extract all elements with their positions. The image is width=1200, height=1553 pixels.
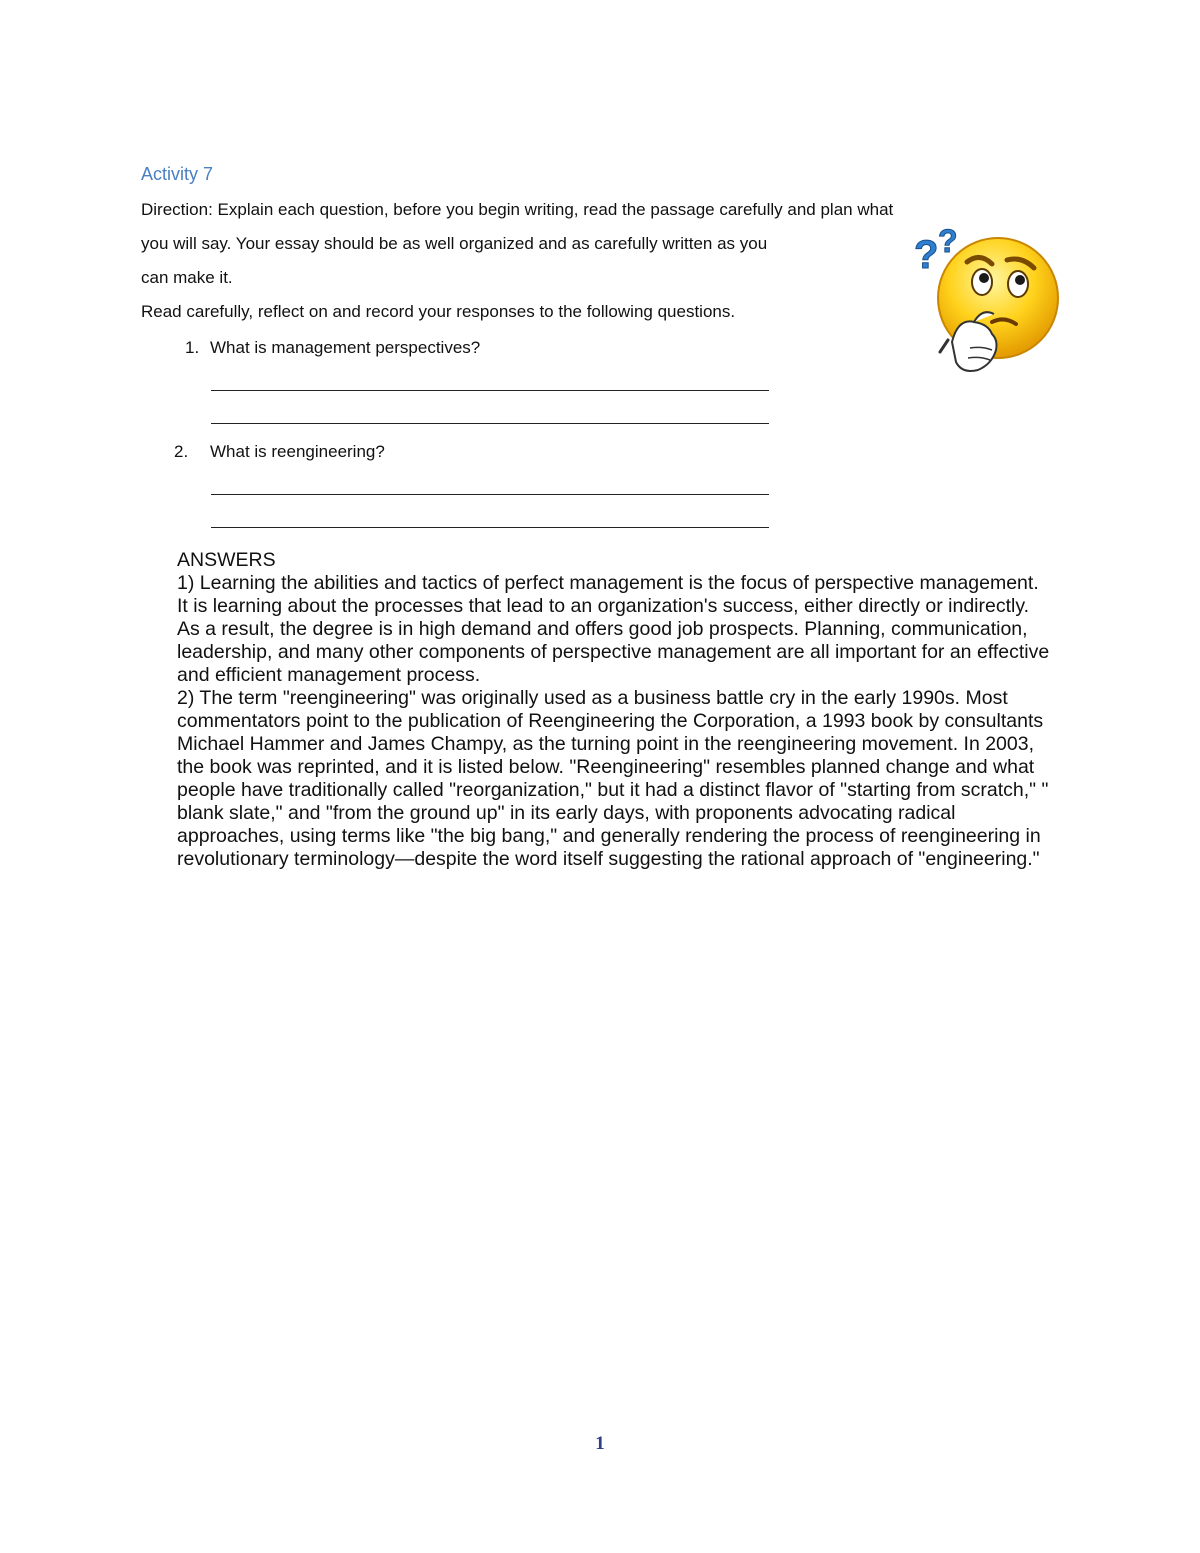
answers-heading: ANSWERS [177, 549, 276, 571]
answer-line-2b [211, 527, 769, 528]
answer-line: 2) The term "reengineering" was originally used as a business battle cry in the early 1990s. Most [177, 687, 1008, 709]
page-number: 1 [595, 1433, 605, 1454]
answer-line: revolutionary terminology—despite the word itself suggesting the rational approach of "engineering." [177, 848, 1040, 870]
question-1-number: 1. [185, 338, 200, 357]
answer-line-1a [211, 390, 769, 391]
answer-line: leadership, and many other components of perspective management are all important for an effective [177, 641, 1050, 663]
answer-line: approaches, using terms like "the big bang," and generally rendering the process of reengineering in [177, 825, 1041, 847]
answer-line: As a result, the degree is in high demand and offers good job prospects. Planning, communication, [177, 618, 1028, 640]
answer-line: people have traditionally called "reorganization," but it had a distinct flavor of "starting from scratch," " [177, 779, 1049, 801]
direction-line-1: Direction: Explain each question, before you begin writing, read the passage carefully and plan what [141, 200, 894, 219]
answers-section [177, 549, 1107, 871]
direction-line-2: you will say. Your essay should be as well organized and as carefully written as you [141, 234, 768, 253]
answer-line: the book was reprinted, and it is listed below. "Reengineering" resembles planned change and what [177, 756, 1035, 778]
direction-line-3: can make it. [141, 268, 233, 287]
answer-line: commentators point to the publication of Reengineering the Corporation, a 1993 book by consultants [177, 710, 1044, 732]
question-2-number: 2. [174, 442, 189, 461]
svg-text:?: ? [914, 233, 939, 277]
activity-title: Activity 7 [141, 164, 214, 184]
answer-line: It is learning about the processes that lead to an organization's success, either directly or indirectly. [177, 595, 1030, 617]
answer-line: blank slate," and "from the ground up" in its early days, with proponents advocating radical [177, 802, 956, 824]
answer-line: 1) Learning the abilities and tactics of perfect management is the focus of perspective management. [177, 572, 1039, 594]
answer-line: Michael Hammer and James Champy, as the turning point in the reengineering movement. In 2003, [177, 733, 1035, 755]
svg-text:?: ? [938, 223, 958, 259]
instruction-line: Read carefully, reflect on and record your responses to the following questions. [141, 302, 736, 321]
question-1-text: What is management perspectives? [210, 338, 481, 357]
answer-line-2a [211, 494, 769, 495]
question-2-text: What is reengineering? [210, 442, 385, 461]
thinking-face-icon [912, 222, 1062, 377]
answer-line-1b [211, 423, 769, 424]
answer-line: and efficient management process. [177, 664, 481, 686]
